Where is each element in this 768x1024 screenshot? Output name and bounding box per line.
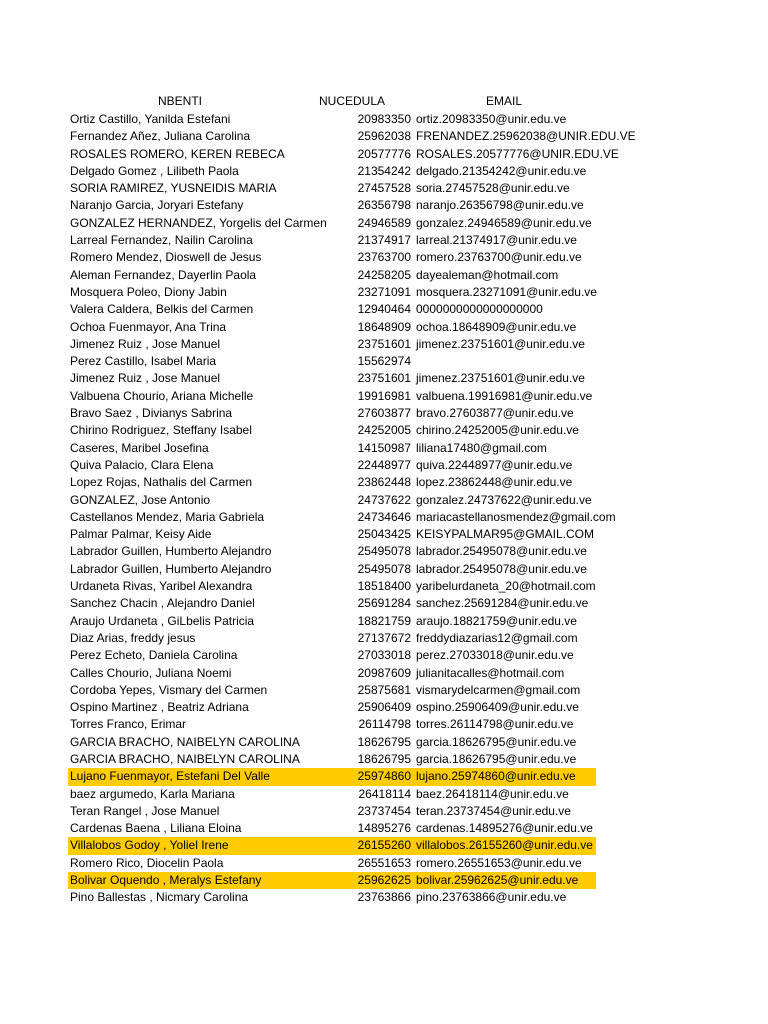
email-cell[interactable]: ochoa.18648909@unir.edu.ve xyxy=(416,319,577,334)
table-row[interactable] xyxy=(0,803,768,820)
email-cell[interactable]: bolivar.25962625@unir.edu.ve xyxy=(416,873,579,888)
name-cell[interactable]: GARCIA BRACHO, NAIBELYN CAROLINA xyxy=(70,734,300,749)
cedula-cell[interactable]: 24258205 xyxy=(357,267,411,282)
cedula-cell[interactable]: 20577776 xyxy=(357,146,411,161)
table-row[interactable] xyxy=(0,786,768,803)
cedula-cell[interactable]: 23737454 xyxy=(357,803,411,818)
name-cell[interactable]: Cordoba Yepes, Vismary del Carmen xyxy=(70,682,268,697)
cedula-cell[interactable]: 25906409 xyxy=(357,700,411,715)
name-cell[interactable]: GONZALEZ, Jose Antonio xyxy=(70,492,211,507)
name-cell[interactable]: Lopez Rojas, Nathalis del Carmen xyxy=(70,475,253,490)
cedula-cell[interactable]: 18626795 xyxy=(357,751,411,766)
table-row[interactable] xyxy=(0,699,768,716)
cedula-cell[interactable]: 25691284 xyxy=(357,596,411,611)
name-cell[interactable]: Urdaneta Rivas, Yaribel Alexandra xyxy=(70,579,253,594)
table-row[interactable] xyxy=(0,215,768,232)
cedula-cell[interactable]: 24946589 xyxy=(357,215,411,230)
table-row[interactable] xyxy=(0,751,768,768)
email-cell[interactable]: naranjo.26356798@unir.edu.ve xyxy=(416,198,584,213)
name-cell[interactable]: baez argumedo, Karla Mariana xyxy=(70,786,235,801)
name-cell[interactable]: Jimenez Ruiz , Jose Manuel xyxy=(70,371,221,386)
name-cell[interactable]: Chirino Rodriguez, Steffany Isabel xyxy=(70,423,252,438)
name-cell[interactable]: Fernandez Añez, Juliana Carolina xyxy=(70,129,251,144)
cedula-cell[interactable]: 21374917 xyxy=(357,233,411,248)
table-row[interactable] xyxy=(0,197,768,214)
header-name[interactable]: NBENTI xyxy=(158,94,203,108)
table-row[interactable] xyxy=(0,630,768,647)
name-cell[interactable]: Perez Echeto, Daniela Carolina xyxy=(70,648,238,663)
email-cell[interactable]: freddydiazarias12@gmail.com xyxy=(416,630,578,645)
name-cell[interactable]: Mosquera Poleo, Diony Jabin xyxy=(70,284,227,299)
table-row[interactable] xyxy=(0,526,768,543)
name-cell[interactable]: Larreal Fernandez, Nailin Carolina xyxy=(70,233,253,248)
table-row[interactable] xyxy=(0,647,768,664)
cedula-cell[interactable]: 18648909 xyxy=(357,319,411,334)
header-cedula[interactable]: NUCEDULA xyxy=(319,94,386,108)
email-cell[interactable]: bravo.27603877@unir.edu.ve xyxy=(416,406,574,421)
cedula-cell[interactable]: 23763700 xyxy=(357,250,411,265)
cedula-cell[interactable]: 25495078 xyxy=(357,544,411,559)
name-cell[interactable]: Caseres, Maribel Josefina xyxy=(70,440,209,455)
email-cell[interactable]: araujo.18821759@unir.edu.ve xyxy=(416,613,577,628)
table-row[interactable] xyxy=(0,405,768,422)
header-email[interactable]: EMAIL xyxy=(486,94,523,108)
name-cell[interactable]: Valera Caldera, Belkis del Carmen xyxy=(70,302,254,317)
table-row[interactable] xyxy=(0,734,768,751)
cedula-cell[interactable]: 23763866 xyxy=(357,890,411,905)
table-row[interactable] xyxy=(0,474,768,491)
name-cell[interactable]: SORIA RAMIREZ, YUSNEIDIS MARIA xyxy=(70,181,277,196)
table-row[interactable] xyxy=(0,855,768,872)
email-cell[interactable]: valbuena.19916981@unir.edu.ve xyxy=(416,388,593,403)
table-row[interactable] xyxy=(0,284,768,301)
name-cell[interactable]: GONZALEZ HERNANDEZ, Yorgelis del Carmen xyxy=(70,215,327,230)
email-cell[interactable]: cardenas.14895276@unir.edu.ve xyxy=(416,821,593,836)
email-cell[interactable]: ortiz.20983350@unir.edu.ve xyxy=(416,112,567,126)
name-cell[interactable]: Teran Rangel , Jose Manuel xyxy=(70,803,220,818)
name-cell[interactable]: Ochoa Fuenmayor, Ana Trina xyxy=(70,319,227,334)
name-cell[interactable]: Cardenas Baena , Liliana Eloina xyxy=(70,821,242,836)
cedula-cell[interactable]: 25495078 xyxy=(357,561,411,576)
cedula-cell[interactable]: 25875681 xyxy=(357,682,411,697)
email-cell[interactable]: chirino.24252005@unir.edu.ve xyxy=(416,423,579,438)
email-cell[interactable]: quiva.22448977@unir.edu.ve xyxy=(416,457,573,472)
email-cell[interactable]: labrador.25495078@unir.edu.ve xyxy=(416,561,587,576)
table-row[interactable] xyxy=(0,716,768,733)
email-cell[interactable]: gonzalez.24737622@unir.edu.ve xyxy=(416,492,592,507)
table-row[interactable] xyxy=(0,595,768,612)
name-cell[interactable]: Labrador Guillen, Humberto Alejandro xyxy=(70,544,272,559)
cedula-cell[interactable]: 20983350 xyxy=(357,112,411,126)
email-cell[interactable]: dayealeman@hotmail.com xyxy=(416,267,559,282)
table-row[interactable] xyxy=(0,422,768,439)
name-cell[interactable]: Ospino Martinez , Beatriz Adriana xyxy=(70,700,249,715)
email-cell[interactable]: jimenez.23751601@unir.edu.ve xyxy=(416,336,585,351)
email-cell[interactable]: 0000000000000000000 xyxy=(416,302,543,317)
cedula-cell[interactable]: 26551653 xyxy=(357,855,411,870)
email-cell[interactable]: garcia.18626795@unir.edu.ve xyxy=(416,751,577,766)
table-row[interactable] xyxy=(0,889,768,906)
email-cell[interactable]: larreal.21374917@unir.edu.ve xyxy=(416,233,577,248)
email-cell[interactable]: torres.26114798@unir.edu.ve xyxy=(416,717,574,732)
cedula-cell[interactable]: 26114798 xyxy=(358,717,411,732)
cedula-cell[interactable]: 23271091 xyxy=(357,284,411,299)
cedula-cell[interactable]: 15562974 xyxy=(357,354,411,369)
name-cell[interactable]: Diaz Arias, freddy jesus xyxy=(70,630,196,645)
cedula-cell[interactable]: 23751601 xyxy=(357,336,411,351)
table-row[interactable] xyxy=(0,163,768,180)
cedula-cell[interactable]: 27137672 xyxy=(357,630,411,645)
name-cell[interactable]: Bolivar Oquendo , Meralys Estefany xyxy=(70,873,262,888)
email-cell[interactable]: mariacastellanosmendez@gmail.com xyxy=(416,509,616,524)
table-row[interactable] xyxy=(0,543,768,560)
name-cell[interactable]: Ortiz Castillo, Yanilda Estefani xyxy=(70,112,231,126)
cedula-cell[interactable]: 24734646 xyxy=(357,509,411,524)
email-cell[interactable]: delgado.21354242@unir.edu.ve xyxy=(416,163,587,178)
table-body xyxy=(0,111,768,907)
table-row[interactable] xyxy=(0,249,768,266)
table-row[interactable] xyxy=(0,492,768,509)
cedula-cell[interactable]: 14150987 xyxy=(357,440,411,455)
name-cell[interactable]: Aleman Fernandez, Dayerlin Paola xyxy=(70,267,257,282)
email-cell[interactable]: teran.23737454@unir.edu.ve xyxy=(416,803,571,818)
cedula-cell[interactable]: 24737622 xyxy=(357,492,411,507)
email-cell[interactable]: FRENANDEZ.25962038@UNIR.EDU.VE xyxy=(416,129,636,144)
table-row[interactable] xyxy=(0,578,768,595)
table-row[interactable] xyxy=(0,128,768,145)
cedula-cell[interactable]: 24252005 xyxy=(357,423,411,438)
table-row[interactable] xyxy=(0,370,768,387)
email-cell[interactable]: jimenez.23751601@unir.edu.ve xyxy=(416,371,585,386)
cedula-cell[interactable]: 25962625 xyxy=(357,873,411,888)
table-row[interactable] xyxy=(0,319,768,336)
table-row[interactable] xyxy=(0,837,768,854)
table-row[interactable] xyxy=(0,388,768,405)
email-cell[interactable]: baez.26418114@unir.edu.ve xyxy=(416,786,569,801)
email-cell[interactable]: pino.23763866@unir.edu.ve xyxy=(416,890,567,905)
cedula-cell[interactable]: 20987609 xyxy=(357,665,411,680)
name-cell[interactable]: Palmar Palmar, Keisy Aide xyxy=(70,527,212,542)
cedula-cell[interactable]: 21354242 xyxy=(357,163,411,178)
cedula-cell[interactable]: 23862448 xyxy=(357,475,411,490)
name-cell[interactable]: Castellanos Mendez, Maria Gabriela xyxy=(70,509,265,524)
email-cell[interactable]: lujano.25974860@unir.edu.ve xyxy=(416,769,576,784)
table-row[interactable] xyxy=(0,301,768,318)
name-cell[interactable]: Valbuena Chourio, Ariana Michelle xyxy=(70,388,254,403)
cedula-cell[interactable]: 25974860 xyxy=(357,769,411,784)
table-row[interactable] xyxy=(0,336,768,353)
table-row[interactable] xyxy=(0,872,768,889)
cedula-cell[interactable]: 25043425 xyxy=(357,527,411,542)
table-row[interactable] xyxy=(0,232,768,249)
table-row[interactable] xyxy=(0,665,768,682)
name-cell[interactable]: Jimenez Ruiz , Jose Manuel xyxy=(70,336,221,351)
table-row[interactable] xyxy=(0,146,768,163)
table-row[interactable] xyxy=(0,267,768,284)
cedula-cell[interactable]: 26418114 xyxy=(358,786,411,801)
table-row[interactable] xyxy=(0,457,768,474)
cedula-cell[interactable]: 18821759 xyxy=(357,613,411,628)
cedula-cell[interactable]: 12940464 xyxy=(357,302,411,317)
name-cell[interactable]: Pino Ballestas , Nicmary Carolina xyxy=(70,890,249,905)
table-row[interactable] xyxy=(0,353,768,370)
email-cell[interactable]: mosquera.23271091@unir.edu.ve xyxy=(416,284,597,299)
cedula-cell[interactable]: 26356798 xyxy=(357,198,411,213)
cedula-cell[interactable]: 23751601 xyxy=(357,371,411,386)
cedula-cell[interactable]: 18518400 xyxy=(357,579,411,594)
email-cell[interactable]: perez.27033018@unir.edu.ve xyxy=(416,648,574,663)
table-row[interactable] xyxy=(0,682,768,699)
name-cell[interactable]: GARCIA BRACHO, NAIBELYN CAROLINA xyxy=(70,751,300,766)
table-row[interactable] xyxy=(0,613,768,630)
name-cell[interactable]: Naranjo Garcia, Joryari Estefany xyxy=(70,198,244,213)
email-cell[interactable]: yaribelurdaneta_20@hotmail.com xyxy=(416,579,596,594)
name-cell[interactable]: Labrador Guillen, Humberto Alejandro xyxy=(70,561,272,576)
email-cell[interactable]: garcia.18626795@unir.edu.ve xyxy=(416,734,577,749)
email-cell[interactable]: KEISYPALMAR95@GMAIL.COM xyxy=(416,527,595,542)
email-cell[interactable]: vismarydelcarmen@gmail.com xyxy=(416,682,581,697)
table-row[interactable] xyxy=(0,111,768,128)
email-cell[interactable]: romero.23763700@unir.edu.ve xyxy=(416,250,582,265)
name-cell[interactable]: Perez Castillo, Isabel Maria xyxy=(70,354,217,369)
email-cell[interactable]: lopez.23862448@unir.edu.ve xyxy=(416,475,573,490)
cedula-cell[interactable]: 27457528 xyxy=(357,181,411,196)
email-cell[interactable]: romero.26551653@unir.edu.ve xyxy=(416,855,582,870)
cedula-cell[interactable]: 14895276 xyxy=(357,821,411,836)
table-row[interactable] xyxy=(0,440,768,457)
cedula-cell[interactable]: 26155260 xyxy=(357,838,411,853)
table-row[interactable] xyxy=(0,768,768,785)
cedula-cell[interactable]: 27603877 xyxy=(357,406,411,421)
name-cell[interactable]: ROSALES ROMERO, KEREN REBECA xyxy=(70,146,285,161)
email-cell[interactable]: sanchez.25691284@unir.edu.ve xyxy=(416,596,589,611)
name-cell[interactable]: Delgado Gomez , Lilibeth Paola xyxy=(70,163,239,178)
cedula-cell[interactable]: 22448977 xyxy=(357,457,411,472)
table-row[interactable] xyxy=(0,180,768,197)
cedula-cell[interactable]: 18626795 xyxy=(357,734,411,749)
email-cell[interactable]: julianitacalles@hotmail.com xyxy=(416,665,565,680)
table-row[interactable] xyxy=(0,509,768,526)
name-cell[interactable]: Bravo Saez , Divianys Sabrina xyxy=(70,406,233,421)
email-cell[interactable]: ospino.25906409@unir.edu.ve xyxy=(416,700,579,715)
name-cell[interactable]: Lujano Fuenmayor, Estefani Del Valle xyxy=(70,769,270,784)
name-cell[interactable]: Romero Rico, Diocelin Paola xyxy=(70,855,224,870)
name-cell[interactable]: Torres Franco, Erimar xyxy=(70,717,187,732)
name-cell[interactable]: Calles Chourio, Juliana Noemi xyxy=(70,665,232,680)
cedula-cell[interactable]: 19916981 xyxy=(357,388,411,403)
email-cell[interactable]: villalobos.26155260@unir.edu.ve xyxy=(416,838,593,853)
email-cell[interactable]: liliana17480@gmail.com xyxy=(416,440,547,455)
table-row[interactable] xyxy=(0,561,768,578)
email-cell[interactable]: ROSALES.20577776@UNIR.EDU.VE xyxy=(416,146,619,161)
email-cell[interactable]: labrador.25495078@unir.edu.ve xyxy=(416,544,587,559)
cedula-cell[interactable]: 27033018 xyxy=(357,648,411,663)
name-cell[interactable]: Romero Mendez, Dioswell de Jesus xyxy=(70,250,262,265)
name-cell[interactable]: Araujo Urdaneta , GiLbelis Patricia xyxy=(70,613,255,628)
email-cell[interactable]: soria.27457528@unir.edu.ve xyxy=(416,181,570,196)
name-cell[interactable]: Villalobos Godoy , Yoliel Irene xyxy=(70,838,229,853)
name-cell[interactable]: Sanchez Chacin , Alejandro Daniel xyxy=(70,596,255,611)
name-cell[interactable]: Quiva Palacio, Clara Elena xyxy=(70,457,214,472)
cedula-cell[interactable]: 25962038 xyxy=(357,129,411,144)
email-cell[interactable]: gonzalez.24946589@unir.edu.ve xyxy=(416,215,592,230)
table-row[interactable] xyxy=(0,820,768,837)
